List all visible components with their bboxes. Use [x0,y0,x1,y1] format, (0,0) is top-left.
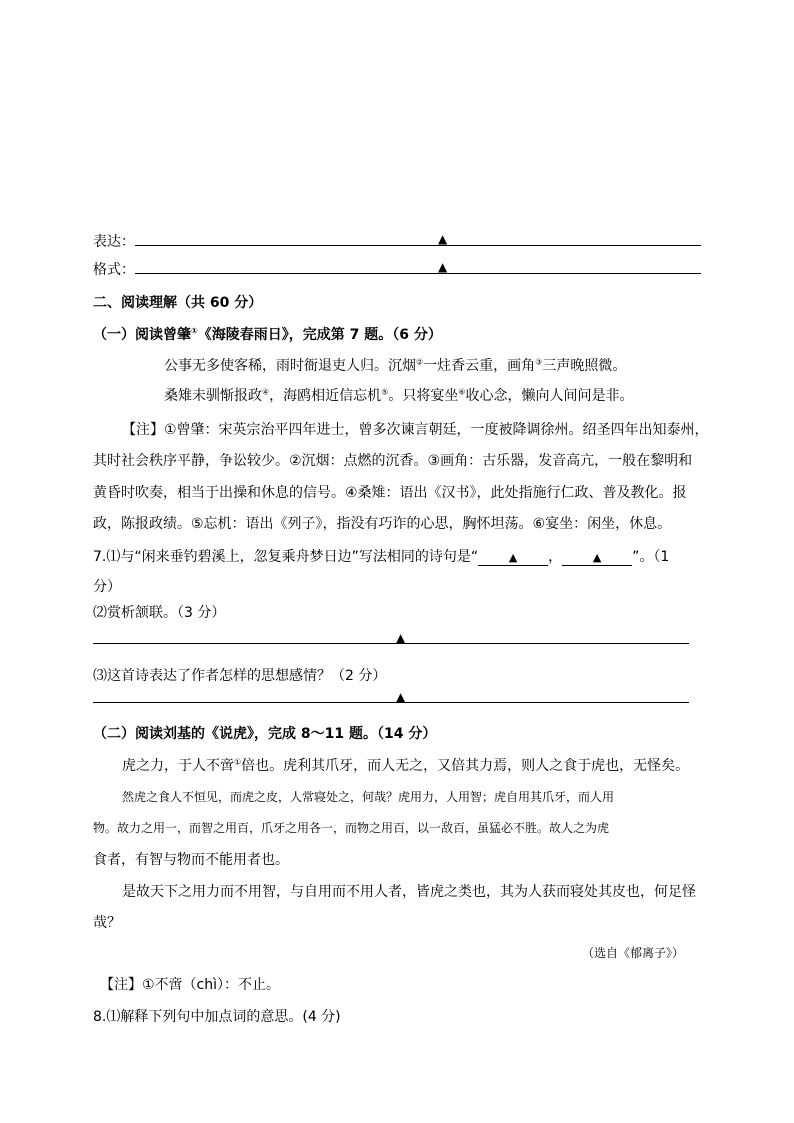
answer-blank[interactable]: ▲ [562,551,632,566]
answer-line[interactable] [93,643,689,644]
answer-marker: ▲ [438,232,448,246]
passage-line: 然虎之食人不恒见，而虎之皮，人常寝处之，何哉？虎用力，人用智；虎自用其爪牙，而人用 [122,790,615,804]
question-7-1: 7.⑴与“闲来垂钓碧溪上，忽复乘舟梦日边”写法相同的诗句是“ ▲ ， ▲ ”。（1 [93,549,670,565]
fill-label: 表达： [93,234,135,250]
passage-paragraph: 虎之力，于人不啻①倍也。虎利其爪牙，而人无之，又倍其力焉，则人之食于虎也，无怪矣。 [122,757,690,774]
note-line: 政，陈报政绩。⑤忘机：语出《列子》，指没有巧诈的心思，胸怀坦荡。⑥宴坐：闲坐，休息。 [93,516,672,532]
note-line: 其时社会秩序平静，争讼较少。②沉烟：点燃的沉香。③画角：古乐器，发音高亢，一般在黎明和 [93,453,693,469]
passage-line: 哉？ [93,915,121,931]
passage-line: 是故天下之用力而不用智，与自用而不用人者，皆虎之类也，其为人获而寝处其皮也，何足怪 [122,884,696,900]
section-heading: 二、阅读理解（共 60 分） [93,295,263,311]
poem-line: 公事无多使客稀，雨时衙退吏人归。沉烟②一炷香云重，画角③三声晚照微。 [164,357,627,374]
passage-note: 【注】①不啻（chì）：不止。 [100,977,281,993]
answer-marker: ▲ [396,631,406,645]
question-7-3: ⑶这首诗表达了作者怎样的思想感情？（2 分） [93,668,387,684]
note-line: 黄昏时吹奏，相当于出操和休息的信号。④桑雉：语出《汉书》，此处指施行仁政、普及教化。报 [93,485,687,501]
answer-blank[interactable]: ▲ [478,551,548,566]
source-citation: （选自《郁离子》） [582,946,685,960]
passage-line: 食者，有智与物而不能用者也。 [93,852,289,868]
fill-row-expression [93,231,701,251]
question-8-1: 8.⑴解释下列句中加点词的意思。(4 分) [93,1009,341,1025]
question-7-2: ⑵赏析颔联。（3 分） [93,605,226,621]
passage-line: 物。故力之用一，而智之用百，爪牙之用各一，而物之用百，以一敌百，虽猛必不胜。故人之为虎 [93,821,610,835]
poem-line: 桑雉未驯惭报政④，海鸥相近信忘机⑤。只将宴坐⑥收心念，懒向人间问是非。 [164,387,634,404]
answer-marker: ▲ [396,690,406,704]
answer-line[interactable] [93,702,689,703]
question-7-1-cont: 分） [93,579,121,595]
fill-line[interactable] [135,273,701,274]
fill-line[interactable] [135,245,701,246]
fill-row-format [93,259,701,279]
answer-marker: ▲ [438,260,448,274]
fill-label: 格式： [93,262,135,278]
note-line: 【注】①曾肇：宋英宗治平四年进士，曾多次谏言朝廷，一度被降调徐州。绍圣四年出知泰州， [122,422,709,438]
part1-title: （一）阅读曾肇①《海陵春雨日》，完成第 7 题。（6 分） [93,326,442,343]
part2-title: （二）阅读刘基的《说虎》，完成 8～11 题。（14 分） [93,726,437,742]
